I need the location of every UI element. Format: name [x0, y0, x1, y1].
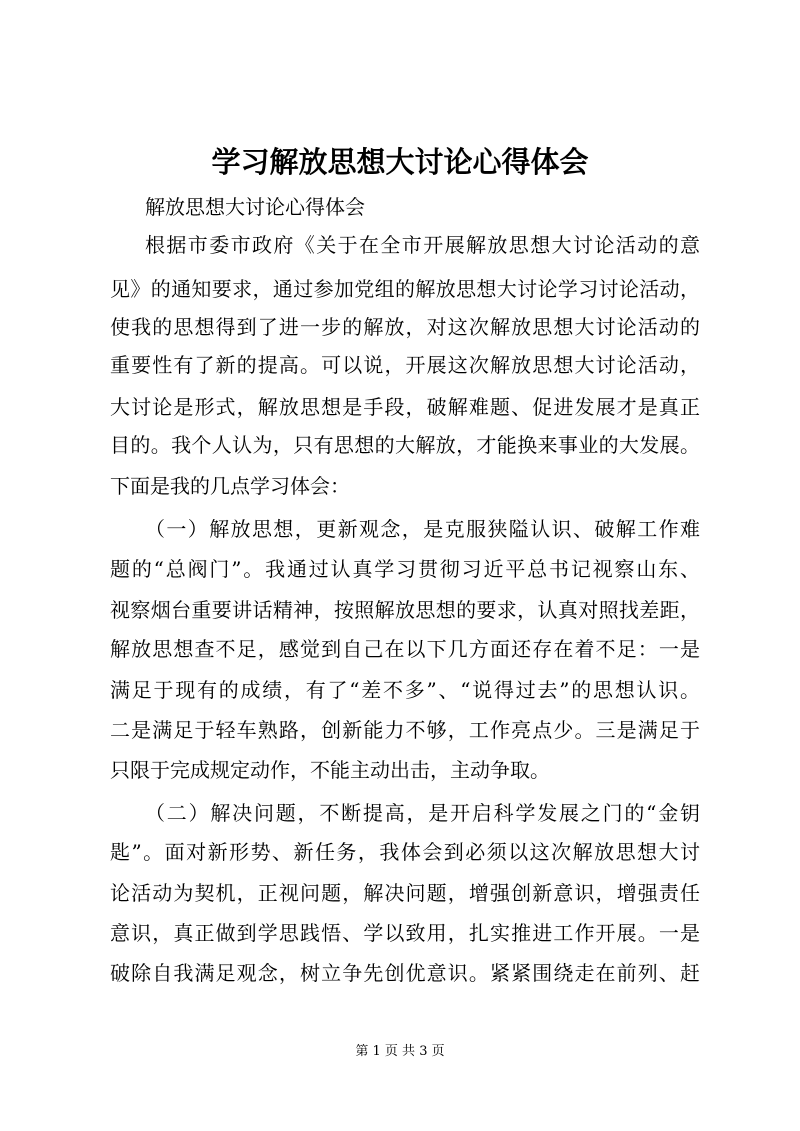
body-line: 匙”。面对新形势、新任务，我体会到必须以这次解放思想大讨: [110, 840, 700, 864]
body-line: 破除自我满足观念，树立争先创优意识。紧紧围绕走在前列、赶: [110, 961, 700, 985]
body-line: 意识，真正做到学思践悟、学以致用，扎实推进工作开展。一是: [110, 921, 700, 945]
body-line: 满足于现有的成绩，有了“差不多”、“说得过去”的思想认识。: [110, 678, 700, 702]
body-line: 二是满足于轻车熟路，创新能力不够，工作亮点少。三是满足于: [110, 718, 700, 742]
body-line: 大讨论是形式，解放思想是手段，破解难题、促进发展才是真正: [110, 395, 700, 419]
body-line: 题的“总阀门”。我通过认真学习贯彻习近平总书记视察山东、: [110, 557, 700, 581]
body-line: 根据市委市政府《关于在全市开展解放思想大讨论活动的意: [145, 233, 700, 257]
page-title: 学习解放思想大讨论心得体会: [211, 145, 589, 179]
subtitle: 解放思想大讨论心得体会: [145, 195, 365, 219]
body-line: 视察烟台重要讲话精神，按照解放思想的要求，认真对照找差距，: [110, 598, 700, 622]
body-line: 论活动为契机，正视问题，解决问题，增强创新意识，增强责任: [110, 881, 700, 905]
body-line: 重要性有了新的提高。可以说，开展这次解放思想大讨论活动，: [110, 353, 700, 377]
body-line: 使我的思想得到了进一步的解放，对这次解放思想大讨论活动的: [110, 315, 700, 339]
body-line: 见》的通知要求，通过参加党组的解放思想大讨论学习讨论活动，: [110, 277, 700, 301]
body-line: （一）解放思想，更新观念，是克服狭隘认识、破解工作难: [145, 517, 700, 541]
body-line: 只限于完成规定动作，不能主动出击，主动争取。: [110, 758, 550, 782]
body-line: 解放思想查不足，感觉到自己在以下几方面还存在着不足：一是: [110, 637, 700, 661]
body-line: 下面是我的几点学习体会：: [110, 474, 350, 498]
body-line: 目的。我个人认为，只有思想的大解放，才能换来事业的大发展。: [110, 433, 700, 457]
body-line: （二）解决问题，不断提高，是开启科学发展之门的“金钥: [145, 801, 700, 825]
page-number: 第 1 页 共 3 页: [355, 1044, 445, 1059]
